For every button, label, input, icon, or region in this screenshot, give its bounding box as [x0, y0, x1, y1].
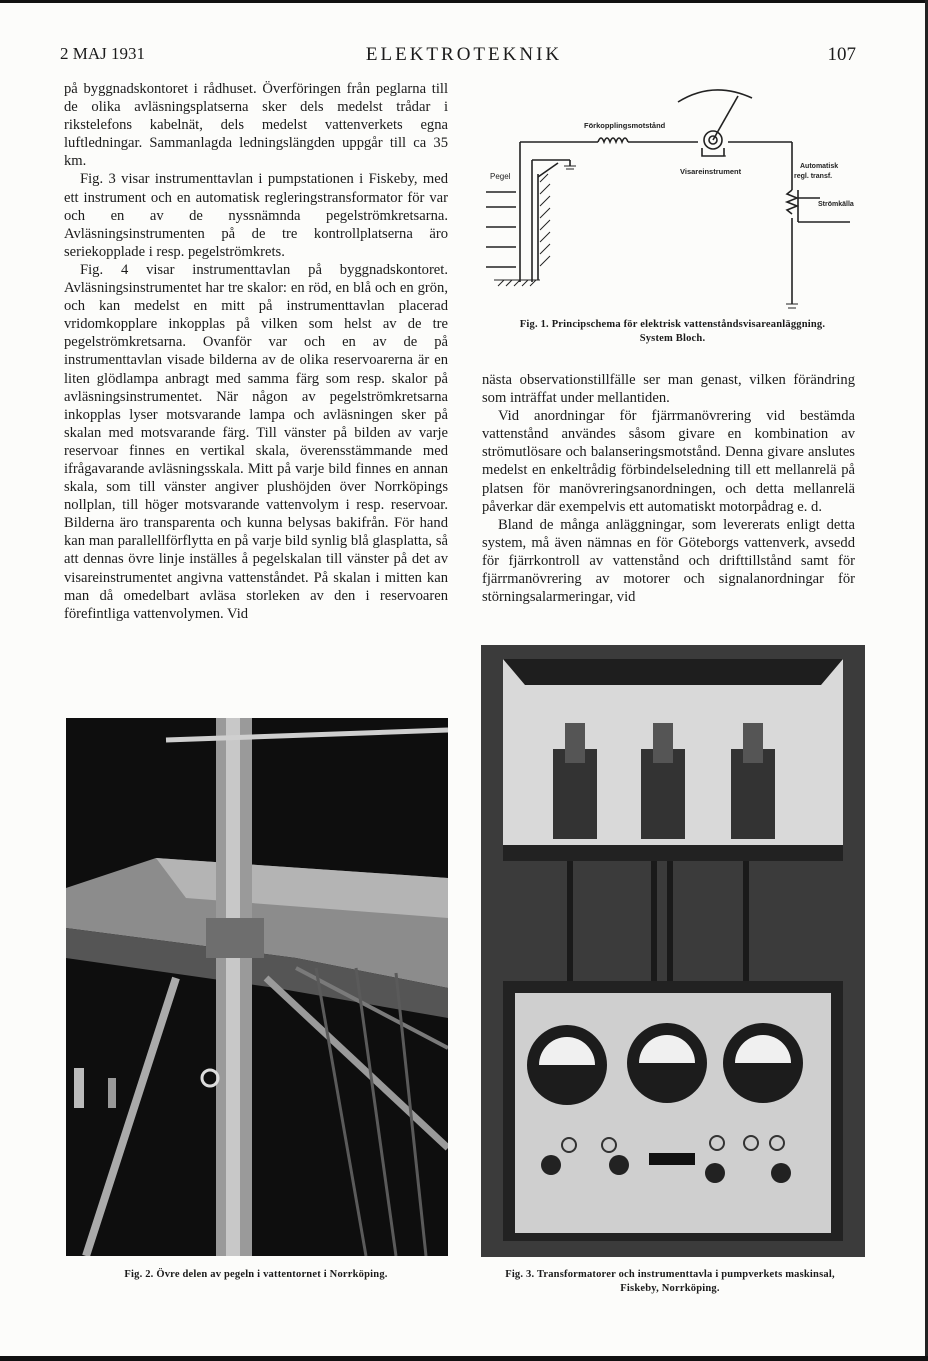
figure-3-caption-line2: Fiskeby, Norrköping.	[620, 1283, 720, 1294]
label-series-resistor: Förkopplingsmotstånd	[584, 121, 666, 130]
figure-3-caption	[470, 1268, 870, 1296]
paragraph: Vid anordningar för fjärrmanövrering vid bestämda vattenstånd användes såsom givare en kombination av strömutlösare och balanseringsmotstånd. Denna givare anslutes medelst en enkeltrådig förbindelseledning till ett mellanrelä på platsen för manövreringsanordningen, och detta mellanrelä påverkar där exempelvis ett automatiskt motorpådrag e. d.	[482, 408, 855, 515]
schematic-svg	[480, 82, 870, 312]
paragraph: på byggnadskontoret i rådhuset. Överföringen från peglarna till de olika avläsningsplatserna sker dels medelst trådar i rikstelefons kabelnät, dels medelst vattenverkets egna luftledningar. Sammanlagda ledningslängden uppgår till ca 35 km.	[64, 81, 448, 170]
figure-1-schematic	[480, 82, 870, 312]
figure-1-caption	[480, 318, 865, 346]
figure-1-caption-line1: Fig. 1. Principschema för elektrisk vattenståndsvisareanläggning.	[519, 319, 826, 330]
label-transformer-line2: regl. transf.	[794, 173, 833, 180]
label-transformer-line1: Automatisk	[800, 163, 839, 170]
figure-2-photo-illustration	[66, 718, 448, 1256]
figure-3-photo-illustration	[481, 645, 865, 1257]
left-column-text	[64, 80, 448, 623]
paragraph: Fig. 4 visar instrumenttavlan på byggnadskontoret. Avläsningsinstrumentet har tre skalor: en röd, en blå och en grön, och kan medelst en mitt på instrumenttavlan placerad vridomkopplare inkopplas på vilken som helst av de tre pegelströmkretsarna. Ovanför var och en av de på instrumenttavlan visade bilderna av de olika reservoarerna är en liten glödlampa anbragt med samma färg som resp. skalor på avläsningsinstrumentet. När någon av pegelströmkretsarna inkopplas lyser motsvarande lampa och avläsningen sker på skalan med motsvarande färg. Till vänster på bilden av varje reservoar finnes en vertikal skala, överensstämmande med ifrågavarande avläsningsskala. Mitt på varje bild finnes en annan skala, som till vänster angiver plushöjden över Norrköpings nollplan, till höger motsvarande vattenvolym i resp. reservoar. Bilderna äro transparenta och kunna belysas bakifrån. För hand kan man parallellförflytta en på varje bild synlig blå glasplatta, så att dennas övre linje inställes å pegelskalan till vänster på det av visareinstrumentet angivna vattenståndet. På skalan i mitten kan man då omedelbart avläsa storleken av den i reservoaren förefintliga vattenvolymen. Vid	[64, 261, 448, 622]
figure-2-photo	[66, 718, 448, 1256]
label-current-source: Strömkälla	[818, 201, 854, 208]
header-journal: ELEKTROTEKNIK	[365, 44, 563, 65]
header-page-number: 107	[827, 44, 856, 65]
series-resistor	[598, 138, 628, 142]
meter-scale-arc	[678, 90, 752, 102]
transformer-primary	[787, 190, 797, 214]
bottom-border	[0, 1356, 928, 1361]
figure-1-caption-line2: System Bloch.	[639, 333, 706, 344]
header-date: 2 MAJ 1931	[60, 44, 146, 63]
right-column-text	[482, 371, 855, 606]
paragraph: nästa observationstillfälle ser man genast, vilken förändring som inträffat under mellantiden.	[482, 372, 855, 407]
label-pegel: Pegel	[490, 172, 511, 181]
figure-2-caption: Fig. 2. Övre delen av pegeln i vattentornet i Norrköping.	[124, 1269, 388, 1280]
paragraph: Fig. 3 visar instrumenttavlan i pumpstationen i Fiskeby, med ett instrument och en automatisk regleringstransformator för var och en av de nyssnämnda pegelströmkretsarna. Avläsningsinstrumenten på de tre kontrollplatserna äro seriekopplade i resp. pegelströmkrets.	[64, 171, 448, 260]
top-border	[0, 0, 928, 3]
label-instrument: Visareinstrument	[680, 167, 742, 176]
meter-needle	[713, 96, 738, 140]
figure-3-caption-line1: Fig. 3. Transformatorer och instrumenttavla i pumpverkets maskinsal,	[505, 1269, 835, 1280]
paragraph: Bland de många anläggningar, som levererats enligt detta system, må även nämnas en för Göteborgs vattenverk, avsedd för fjärrkontroll av vattenstånd och drifttillstånd samt för fjärrmanövrering av motorer och signalanordningar för störningsalarmeringar, vid	[482, 516, 855, 606]
figure-3-photo	[481, 645, 865, 1257]
